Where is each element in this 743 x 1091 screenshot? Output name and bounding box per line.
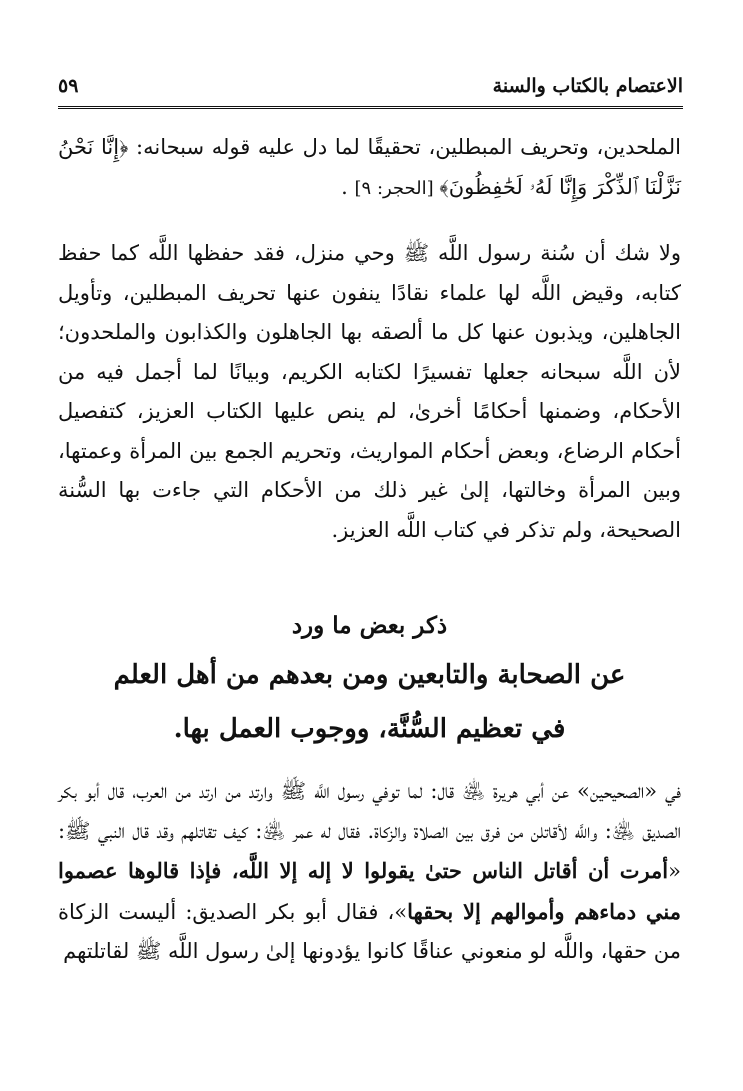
page-number: ٥٩ [58, 75, 79, 97]
paragraph-1 [58, 128, 681, 208]
paragraph-1-end: . [341, 174, 355, 199]
running-title: الاعتصام بالكتاب والسنة [492, 75, 683, 97]
section-heading-line-1: ذكر بعض ما ورد [291, 612, 448, 639]
verse-reference: [الحجر: ٩] [354, 177, 440, 199]
section-heading-line-3: في تعظيم السُّنَّة، ووجوب العمل بها. [173, 714, 566, 744]
paragraph-3 [58, 772, 681, 972]
hadith-quote: أمرت أن أقاتل الناس حتىٰ يقولوا لا إله إلا اللَّه، فإذا قالوها عصموا مني دماءهم وأموالهم إلا بحقها [58, 858, 681, 924]
section-heading [58, 604, 681, 756]
section-heading-line-2: عن الصحابة والتابعين ومن بعدهم من أهل العلم [113, 660, 626, 690]
paragraph-3-end: »، فقال أبو بكر الصديق: أليست الزكاة من حقها، واللَّه لو منعوني عناقًا كانوا يؤدونها إلىٰ رسول اللَّه ﷺ لقاتلتهم [58, 899, 681, 963]
page-header [58, 66, 683, 106]
paragraph-2: ولا شك أن سُنة رسول اللَّه ﷺ وحي منزل، فقد حفظها اللَّه كما حفظ كتابه، وقيض اللَّه لها علماء نقادًا ينفون عنها تحريف المبطلين، وتأويل الجاهلين، ويذبون عنها كل ما ألصقه بها الجاهلون والكذابون والملحدون؛ لأن اللَّه سبحانه جعلها تفسيرًا لكتابه الكريم، وبيانًا لما أجمل فيه من الأحكام، وضمنها أحكامًا أخرىٰ، لم ينص عليها الكتاب العزيز، كتفصيل أحكام الرضاع، وبعض أحكام المواريث، وتحريم الجمع بين المرأة وعمتها، وبين المرأة وخالتها، إلىٰ غير ذلك من الأحكام التي جاءت بها السُّنة الصحيحة، ولم تذكر في كتاب اللَّه العزيز. [58, 241, 682, 542]
quran-verse: ﴿إِنَّا نَحْنُ نَزَّلْنَا ٱلذِّكْرَ وَإِنَّا لَهُۥ لَحَٰفِظُونَ﴾ [58, 135, 681, 199]
paragraph-3-intro: في «الصحيحين» عن أبي هريرة ﵁ قال: لما توفي رسول اللَّه ﷺ وارتد من ارتد من العرب، قال أبو بكر الصديق ﵁: واللَّه لأقاتلن من فرق بين الصلاة والزكاة. فقال له عمر ﵁: كيف تقاتلهم وقد قال النبي ﷺ: « [58, 779, 681, 883]
paragraph-1-intro: الملحدين، وتحريف المبطلين، تحقيقًا لما دل عليه قوله سبحانه: [128, 135, 681, 159]
header-divider [58, 106, 683, 109]
